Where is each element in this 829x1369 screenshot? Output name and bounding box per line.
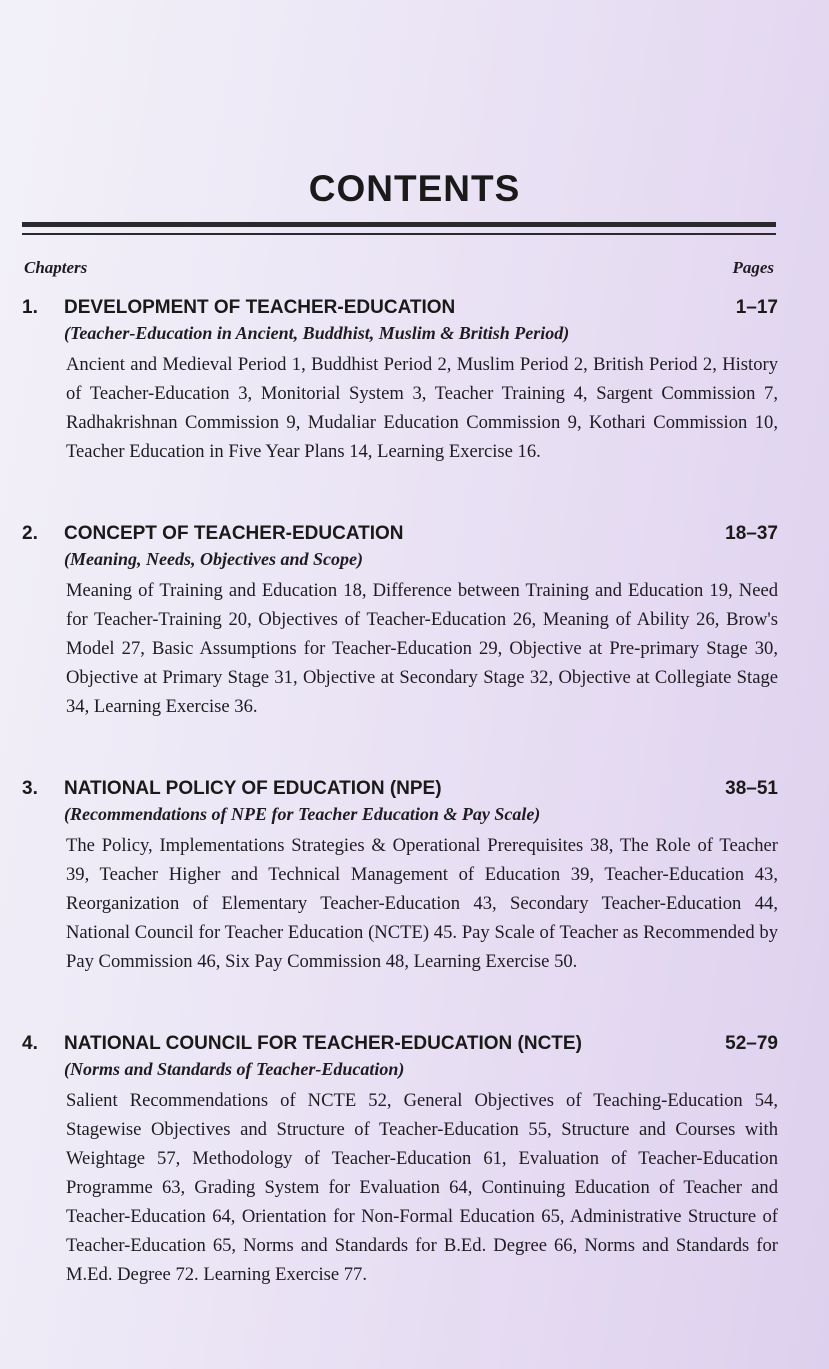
chapter-subtitle: (Teacher-Education in Ancient, Buddhist, Muslim & British Period) [64, 323, 570, 343]
chapter-topics: Salient Recommendations of NCTE 52, General Objectives of Teaching-Education 54, Stagewise Objectives and Structure of Teacher-Education 55, Structure and Courses with Weightage 57, Methodology of Teacher-Education 61, Evaluation of Teacher-Education Programme 63, Grading System for Evaluation 64, Continuing Education of Teacher and Teacher-Education 64, Orientation for Non-Formal Education 65, Administrative Structure of Teacher-Education 65, Norms and Standards for B.Ed. Degree 66, Norms and Standards for M.Ed. Degree 72. Learning Exercise 77. [66, 1090, 778, 1285]
title-rule-thick [22, 222, 776, 227]
chapter-pages: 18–37 [725, 523, 778, 544]
chapter-topics: Ancient and Medieval Period 1, Buddhist Period 2, Muslim Period 2, British Period 2, History of Teacher-Education 3, Monitorial System 3, Teacher Training 4, Sargent Commission 7, Radhakrishnan Commission 9, Mudaliar Education Commission 9, Kothari Commission 10, Teacher Education in Five Year Plans 14, Learning Exercise 16. [66, 354, 778, 462]
chapters-column-header: Chapters [24, 258, 88, 277]
chapter-entry-3 [22, 778, 778, 976]
chapter-pages: 1–17 [735, 297, 778, 318]
chapter-pages: 38–51 [725, 778, 778, 799]
chapter-heading [22, 1033, 778, 1055]
chapter-number: 3. [22, 778, 38, 799]
chapter-subtitle: (Recommendations of NPE for Teacher Education & Pay Scale) [64, 804, 541, 824]
chapter-subtitle: (Norms and Standards of Teacher-Education) [64, 1059, 405, 1079]
page-title: CONTENTS [308, 168, 521, 209]
chapter-topics: Meaning of Training and Education 18, Difference between Training and Education 19, Need for Teacher-Training 20, Objectives of Teacher-Education 26, Meaning of Ability 26, Brow's Model 27, Basic Assumptions for Teacher-Education 29, Objective at Pre-primary Stage 30, Objective at Primary Stage 31, Objective at Secondary Stage 32, Objective at Collegiate Stage 34, Learning Exercise 36. [66, 580, 778, 717]
chapter-entry-1 [22, 297, 778, 466]
chapter-pages: 52–79 [725, 1033, 778, 1054]
chapter-number: 2. [22, 523, 38, 544]
chapter-number: 1. [22, 297, 38, 318]
chapter-heading [22, 778, 778, 800]
chapter-title: CONCEPT OF TEACHER-EDUCATION [64, 523, 404, 544]
title-rule-thin [22, 233, 776, 235]
chapter-heading [22, 297, 778, 319]
chapter-entry-4 [22, 1033, 778, 1289]
chapter-subtitle: (Meaning, Needs, Objectives and Scope) [64, 549, 363, 569]
chapter-number: 4. [22, 1033, 38, 1054]
chapter-topics: The Policy, Implementations Strategies & Operational Prerequisites 38, The Role of Teacher 39, Teacher Higher and Technical Management of Education 39, Teacher-Education 43, Reorganization of Elementary Teacher-Education 43, Secondary Teacher-Education 44, National Council for Teacher Education (NCTE) 45. Pay Scale of Teacher as Recommended by Pay Commission 46, Six Pay Commission 48, Learning Exercise 50. [66, 835, 778, 972]
pages-column-header: Pages [732, 258, 774, 277]
chapter-heading [22, 523, 778, 545]
chapter-title: DEVELOPMENT OF TEACHER-EDUCATION [64, 297, 456, 318]
chapter-entry-2 [22, 523, 778, 721]
chapter-title: NATIONAL POLICY OF EDUCATION (NPE) [64, 778, 442, 799]
chapter-title: NATIONAL COUNCIL FOR TEACHER-EDUCATION (NCTE) [64, 1033, 582, 1054]
